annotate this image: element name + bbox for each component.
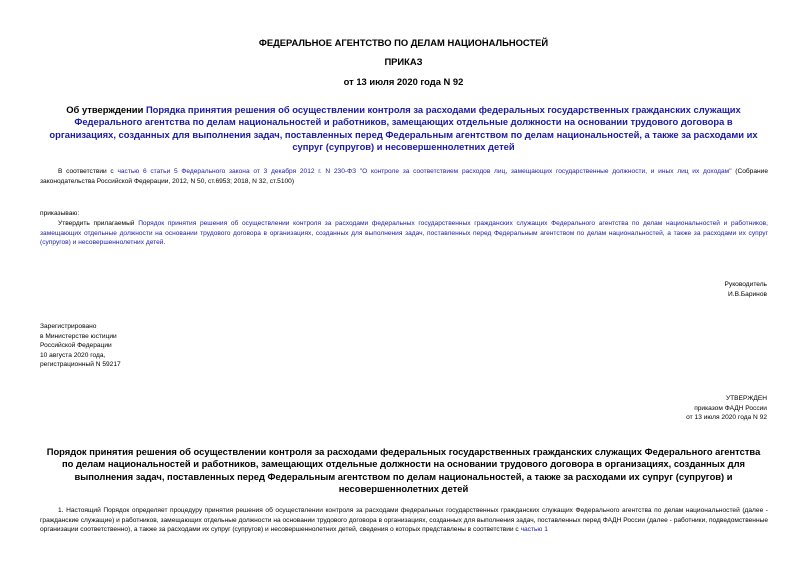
point-1-paragraph: [40, 506, 768, 535]
approved-stamp-line-2: приказом ФАДН России: [694, 404, 767, 412]
federal-law-link[interactable]: частью 6 статьи 5 Федерального закона от 3 декабря 2012 г. N 230-ФЗ "О контроле за соответствием расходов лиц, замещающих государственные должности, и иных лиц их доходам": [117, 168, 732, 175]
procedure-title: Порядок принятия решения об осуществлении контроля за расходами федеральных государственных гражданских служащих Федерального агентства по делам национальностей и работников, замещающих отдельные должности на основании трудового договора в организациях, созданных для выполнения задач, поставленных перед Федеральным агентством по делам национальностей, а также за расходами их супруг (супругов) и несовершеннолетних детей: [46, 446, 761, 495]
registration-line-3: Российской Федерации: [40, 342, 112, 350]
signature-position: Руководитель: [724, 281, 767, 288]
order-title: [40, 104, 767, 154]
preamble-suffix: (Собрание законодательства Российской Федерации, 2012, N 50, ст.6953; 2018, N 32, ст.5100): [40, 168, 769, 185]
part-1-link[interactable]: частью 1: [520, 526, 548, 534]
approve-paragraph: [40, 219, 768, 248]
point-1-text: 1. Настоящий Порядок определяет процедуру принятия решения об осуществлении контроля за расходами федеральных государственных гражданских служащих Федерального агентства по делам национальностей (далее - гражданские служащие) и работников, замещающих отдельные должности на основании трудового договора в организациях, созданных для выполнения задач, поставленных перед ФАДН России (далее - работники, подведомственные организации соответственно), а также за расходами их супруг (супругов) и несовершеннолетних детей, сведения о которых представлены в соответствии с: [40, 507, 768, 534]
registration-line-1: Зарегистрировано: [40, 323, 97, 330]
title-procedure-link[interactable]: Порядка принятия решения об осуществлении контроля за расходами федеральных государственных гражданских служащих Федерального агентства по делам национальностей и работников, замещающих отдельные должности на основании трудового договора в организациях, созданных для выполнения задач, поставленных перед Федеральным агентством по делам национальностей, а также за расходами их супруг (супругов) и несовершеннолетних детей: [49, 104, 758, 153]
approve-prefix: Утвердить прилагаемый: [58, 220, 139, 227]
doc-type-heading: ПРИКАЗ: [384, 56, 423, 67]
order-word: приказываю:: [40, 210, 80, 217]
approved-stamp-line-3: от 13 июля 2020 года N 92: [686, 414, 767, 422]
title-prefix: Об утверждении: [66, 104, 146, 115]
agency-heading: ФЕДЕРАЛЬНОЕ АГЕНТСТВО ПО ДЕЛАМ НАЦИОНАЛЬНОСТЕЙ: [258, 37, 549, 48]
preamble-paragraph: [40, 167, 768, 186]
registration-line-4: 10 августа 2020 года,: [40, 351, 106, 359]
signature-block: [725, 280, 767, 299]
approve-suffix: .: [163, 239, 166, 247]
preamble-prefix: В соответствии с: [58, 168, 118, 175]
approved-stamp: [686, 394, 767, 423]
order-date-number: от 13 июля 2020 года N 92: [343, 76, 464, 87]
registration-block: [40, 322, 121, 370]
approved-stamp-line-1: УТВЕРЖДЕН: [725, 395, 767, 402]
signature-name: И.В.Баринов: [728, 290, 767, 298]
registration-line-5: регистрационный N 59217: [40, 361, 121, 369]
approved-procedure-link[interactable]: Порядок принятия решения об осуществлении контроля за расходами федеральных государственных гражданских служащих Федерального агентства по делам национальностей и работников, замещающих отдельные должности на основании трудового договора в организациях, созданных для выполнения задач, поставленных перед Федеральным агентством по делам национальностей, а также за расходами их супруг (супругов) и несовершеннолетних детей: [40, 220, 768, 247]
registration-line-2: в Министерстве юстиции: [40, 332, 117, 340]
